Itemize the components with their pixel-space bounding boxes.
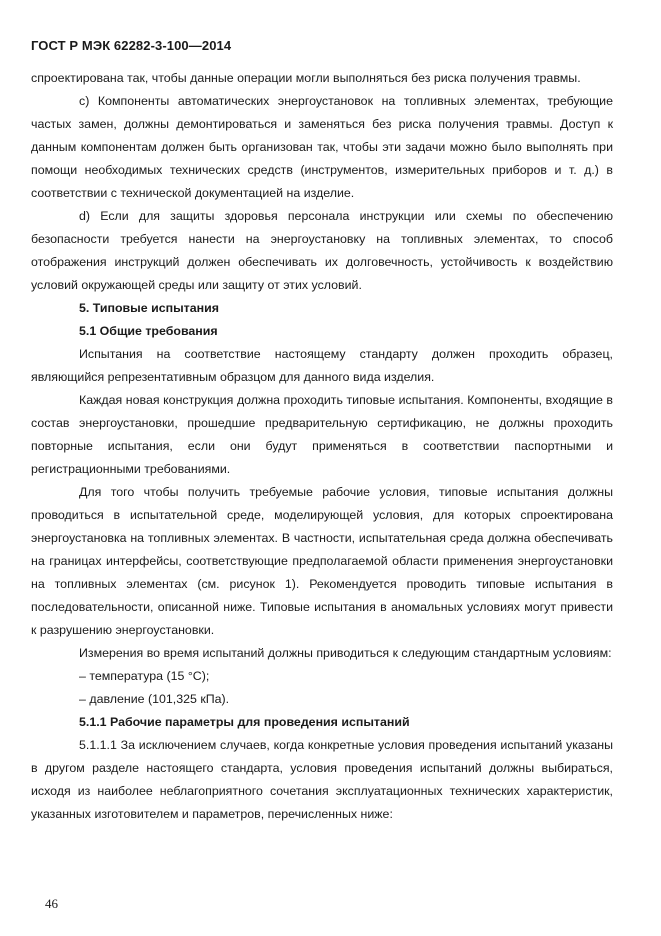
section-heading-5-1: 5.1 Общие требования — [79, 324, 218, 338]
section-heading-5-1-1: 5.1.1 Рабочие параметры для проведения испытаний — [79, 715, 410, 729]
paragraph: Испытания на соответствие настоящему стандарту должен проходить образец, являющийся репрезентативным образцом для данного вида изделия. — [31, 347, 613, 384]
document-header: ГОСТ Р МЭК 62282-3-100—2014 — [31, 38, 232, 53]
page-number: 46 — [45, 896, 58, 911]
paragraph-item-d: d) Если для защиты здоровья персонала инструкции или схемы по обеспечению безопасности требуется нанести на энергоустановку на топливных элементах, то способ отображения инструкций должен обеспечивать их долговечность, устойчивость к воздействию условий окружающей среды или защиту от этих условий. — [31, 209, 613, 292]
document-body — [31, 67, 613, 826]
list-item-temperature: – температура (15 °C); — [79, 669, 210, 683]
paragraph: Для того чтобы получить требуемые рабочие условия, типовые испытания должны проводиться в испытательной среде, моделирующей условия, для которых спроектирована энергоустановка на топливных элементах. В частности, испытательная среда должна обеспечивать на границах интерфейсы, соответствующие предполагаемой области применения энергоустановки на топливных элементах (см. рисунок 1). Рекомендуется проводить типовые испытания в последовательности, описанной ниже. Типовые испытания в аномальных условиях могут привести к разрушению энергоустановки. — [31, 485, 613, 637]
list-item-pressure: – давление (101,325 кПа). — [79, 692, 230, 706]
paragraph: 5.1.1.1 За исключением случаев, когда конкретные условия проведения испытаний указаны в другом разделе настоящего стандарта, условия проведения испытаний должны выбираться, исходя из наиболее неблагоприятного сочетания эксплуатационных технических характеристик, указанных изготовителем и параметров, перечисленных ниже: — [31, 738, 613, 821]
section-heading-5: 5. Типовые испытания — [79, 301, 219, 315]
paragraph: Каждая новая конструкция должна проходить типовые испытания. Компоненты, входящие в состав энергоустановки, прошедшие предварительную сертификацию, не должны проходить повторные испытания, если они будут применяться в соответствии паспортными и регистрационными требованиями. — [31, 393, 613, 476]
paragraph-continuation: спроектирована так, чтобы данные операции могли выполняться без риска получения травмы. — [31, 71, 581, 85]
paragraph-item-c: c) Компоненты автоматических энергоустановок на топливных элементах, требующие частых замен, должны демонтироваться и заменяться без риска получения травмы. Доступ к данным компонентам должен быть организован так, чтобы эти задачи можно было выполнять при помощи необходимых технических средств (инструментов, измерительных приборов и т. д.) в соответствии с технической документацией на изделие. — [31, 94, 613, 200]
paragraph: Измерения во время испытаний должны приводиться к следующим стандартным условиям: — [79, 646, 612, 660]
